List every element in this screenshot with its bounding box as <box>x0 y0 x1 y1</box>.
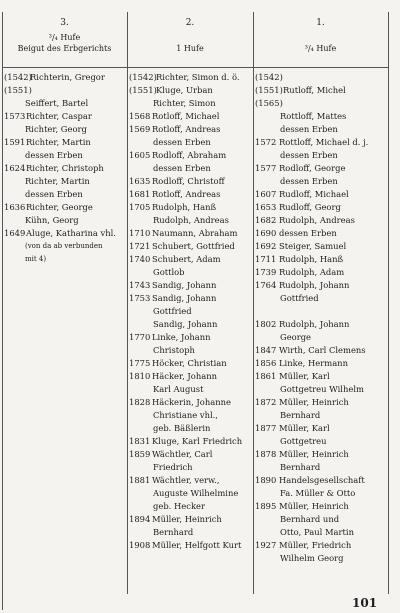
entry-name: geb. Hecker <box>153 501 205 511</box>
entry-year: 1573 <box>4 111 26 121</box>
entry-year: 1770 <box>129 332 151 342</box>
entry-year: 1710 <box>129 228 151 238</box>
entry-name: dessen Erben <box>279 228 337 238</box>
entry-name: Rottloff, Michael d. j. <box>279 137 369 147</box>
entry-year: 1635 <box>129 176 151 186</box>
entry-name: George <box>280 332 312 342</box>
entry-year: 1859 <box>129 449 151 459</box>
entry-name: geb. Bäßlerin <box>153 423 211 433</box>
entry-name: Steiger, Samuel <box>279 241 347 251</box>
entry-name: Rudloff, Georg <box>279 202 341 212</box>
entry-year: 1764 <box>255 280 277 290</box>
entry-year: 1802 <box>255 319 277 329</box>
entry-year: 1711 <box>255 254 277 264</box>
entry-name: Rudolph, Johann <box>279 319 350 329</box>
entry-name: Rotloff, Andreas <box>152 189 221 199</box>
page-number: 101 <box>352 596 378 610</box>
entry-name: Naumann, Abraham <box>152 228 238 238</box>
entry-name: Rodloff, Abraham <box>152 150 227 160</box>
entry-year: 1690 <box>255 228 277 238</box>
entry-name: Christoph <box>153 345 195 355</box>
entry-name: dessen Erben <box>25 150 83 160</box>
entry-year: 1895 <box>255 501 277 511</box>
entry-name: Richter, George <box>26 202 93 212</box>
header-rule <box>2 67 388 68</box>
entry-name: Häckerin, Johanne <box>152 397 231 407</box>
entry-year: (1565) <box>255 98 283 108</box>
entry-year: 1831 <box>129 436 151 446</box>
entry-name: Kluge, Karl Friedrich <box>152 436 243 446</box>
entry-year: (1551) <box>4 85 32 95</box>
entry-name: Richter, Georg <box>25 124 87 134</box>
entry-year: 1653 <box>255 202 277 212</box>
entry-year: 1569 <box>129 124 151 134</box>
entry-name: Rudolph, Hanß <box>279 254 344 264</box>
entry-name: dessen Erben <box>280 124 338 134</box>
entry-name: dessen Erben <box>25 189 83 199</box>
column-divider-1 <box>127 12 128 594</box>
entry-name: dessen Erben <box>153 163 211 173</box>
column-header-2 <box>127 18 253 54</box>
entry-year: 1721 <box>129 241 151 251</box>
entry-name: Otto, Paul Martin <box>280 527 354 537</box>
column-share: ³/₄ Hufe <box>304 44 337 53</box>
table-border-left <box>2 12 3 610</box>
entry-name: Müller, Karl <box>279 423 330 433</box>
entry-name: Rodloff, Christoff <box>152 176 225 186</box>
entry-name: dessen Erben <box>153 137 211 147</box>
entry-name: Wirth, Carl Clemens <box>279 345 366 355</box>
entry-year: 1568 <box>129 111 151 121</box>
entry-year: 1636 <box>4 202 26 212</box>
entry-name: Rodloff, George <box>279 163 346 173</box>
entry-year: 1828 <box>129 397 151 407</box>
column-number: 1. <box>316 18 325 28</box>
entry-name: Rudloff, Michael <box>279 189 349 199</box>
column-subtitle: Beigut des Erbgerichts <box>17 44 112 53</box>
entry-name: Richterin, Gregor <box>30 72 105 82</box>
entry-name: Richter, Caspar <box>26 111 92 121</box>
entry-name: Wächtler, verw., <box>152 475 220 485</box>
table-border-right <box>388 12 389 594</box>
entry-name: Sandig, Johann <box>152 293 217 303</box>
entry-year: 1739 <box>255 267 277 277</box>
entry-year: 1740 <box>129 254 151 264</box>
entry-year: 1681 <box>129 189 151 199</box>
entry-name: dessen Erben <box>280 150 338 160</box>
entry-name: Rudolph, Johann <box>279 280 350 290</box>
entry-year: 1872 <box>255 397 277 407</box>
entry-name: mit 4) <box>25 255 47 263</box>
entry-name: Sandig, Johann <box>152 280 217 290</box>
entry-name: Rottloff, Mattes <box>280 111 347 121</box>
entry-name: Gottfried <box>280 293 319 303</box>
entry-year: 1572 <box>255 137 277 147</box>
entry-year: 1607 <box>255 189 277 199</box>
entry-year: 1753 <box>129 293 151 303</box>
entry-name: Christiane vhl., <box>153 410 218 420</box>
entry-name: Müller, Heinrich <box>279 449 349 459</box>
entry-year: 1847 <box>255 345 277 355</box>
entry-year: 1881 <box>129 475 151 485</box>
column-share: 1 Hufe <box>176 44 204 53</box>
entry-name: Bernhard <box>280 462 321 472</box>
entry-year: 1890 <box>255 475 277 485</box>
entry-name: Rudolph, Andreas <box>153 215 229 225</box>
entry-year: (1542) <box>4 72 32 82</box>
entry-year: (1542) <box>129 72 157 82</box>
entry-year: 1605 <box>129 150 151 160</box>
entry-year: 1577 <box>255 163 277 173</box>
entry-year: 1927 <box>255 540 277 550</box>
entry-name: Richter, Christoph <box>26 163 104 173</box>
entry-name: Rudolph, Hanß <box>152 202 217 212</box>
entry-name: Müller, Heinrich <box>152 514 222 524</box>
column-header-1 <box>253 18 388 54</box>
entry-name: Friedrich <box>153 462 193 472</box>
entry-name: Linke, Hermann <box>279 358 348 368</box>
entry-name: Rutloff, Michel <box>283 85 346 95</box>
column-share: ³/₄ Hufe <box>48 33 81 42</box>
entry-name: Richter, Martin <box>26 137 91 147</box>
entry-name: Wilhelm Georg <box>280 553 344 563</box>
entry-name: Richter, Simon d. ö. <box>156 72 240 82</box>
entry-name: Aluge, Katharina vhl. <box>26 228 116 238</box>
entry-name: Müller, Heinrich <box>279 397 349 407</box>
entry-name: Schubert, Gottfried <box>152 241 235 251</box>
entry-year: 1624 <box>4 163 26 173</box>
entry-year: 1682 <box>255 215 277 225</box>
entry-name: Richter, Martin <box>25 176 90 186</box>
entry-name: Wächtler, Carl <box>152 449 213 459</box>
entry-year: 1705 <box>129 202 151 212</box>
entry-year: (1551) <box>129 85 157 95</box>
entry-name: Fa. Müller & Otto <box>280 488 356 498</box>
entry-name: Müller, Helfgott Kurt <box>152 540 242 550</box>
entry-year: 1775 <box>129 358 151 368</box>
entry-name: Karl August <box>153 384 204 394</box>
entry-year: 1908 <box>129 540 151 550</box>
entry-name: Rudolph, Andreas <box>279 215 355 225</box>
entry-name: Gottgetreu Wilhelm <box>280 384 364 394</box>
entry-name: Gottgetreu <box>280 436 327 446</box>
entry-name: Müller, Heinrich <box>279 501 349 511</box>
entry-year: 1877 <box>255 423 277 433</box>
entry-year: 1692 <box>255 241 277 251</box>
entry-name: Bernhard <box>280 410 321 420</box>
entry-year: 1810 <box>129 371 151 381</box>
entry-name: Häcker, Johann <box>152 371 217 381</box>
entry-name: Gottlob <box>153 267 185 277</box>
column-number: 2. <box>185 18 195 28</box>
entry-name: Bernhard <box>153 527 194 537</box>
entry-name: Kühn, Georg <box>25 215 79 225</box>
entry-year: 1856 <box>255 358 277 368</box>
entry-year: 1878 <box>255 449 277 459</box>
entry-name: Auguste Wilhelmine <box>153 488 239 498</box>
column-divider-2 <box>253 12 254 594</box>
entry-name: Müller, Karl <box>279 371 330 381</box>
entry-name: Schubert, Adam <box>152 254 221 264</box>
column-number: 3. <box>60 18 69 28</box>
entry-year: (1542) <box>255 72 283 82</box>
entry-name: Rudolph, Adam <box>279 267 345 277</box>
entry-year: 1894 <box>129 514 151 524</box>
entry-year: 1861 <box>255 371 277 381</box>
entry-name: Müller, Friedrich <box>279 540 352 550</box>
entry-name: Rotloff, Michael <box>152 111 220 121</box>
entry-name: Sandig, Johann <box>153 319 218 329</box>
entry-name: Kluge, Urban <box>156 85 213 95</box>
column-header-3 <box>2 18 127 54</box>
entry-name: Höcker, Christian <box>152 358 227 368</box>
entry-name: Linke, Johann <box>152 332 211 342</box>
entry-name: Rotloff, Andreas <box>152 124 221 134</box>
entry-name: Seiffert, Bartel <box>25 98 89 108</box>
entry-name: Gottfried <box>153 306 192 316</box>
entry-name: Richter, Simon <box>153 98 216 108</box>
entry-year: 1743 <box>129 280 151 290</box>
entry-year: 1649 <box>4 228 26 238</box>
entry-name: Handelsgesellschaft <box>279 475 365 485</box>
entry-year: (1551) <box>255 85 283 95</box>
entry-year: 1591 <box>4 137 26 147</box>
entry-name: dessen Erben <box>280 176 338 186</box>
entry-name: Bernhard und <box>280 514 340 524</box>
entry-name: (von da ab verbunden <box>25 242 103 250</box>
